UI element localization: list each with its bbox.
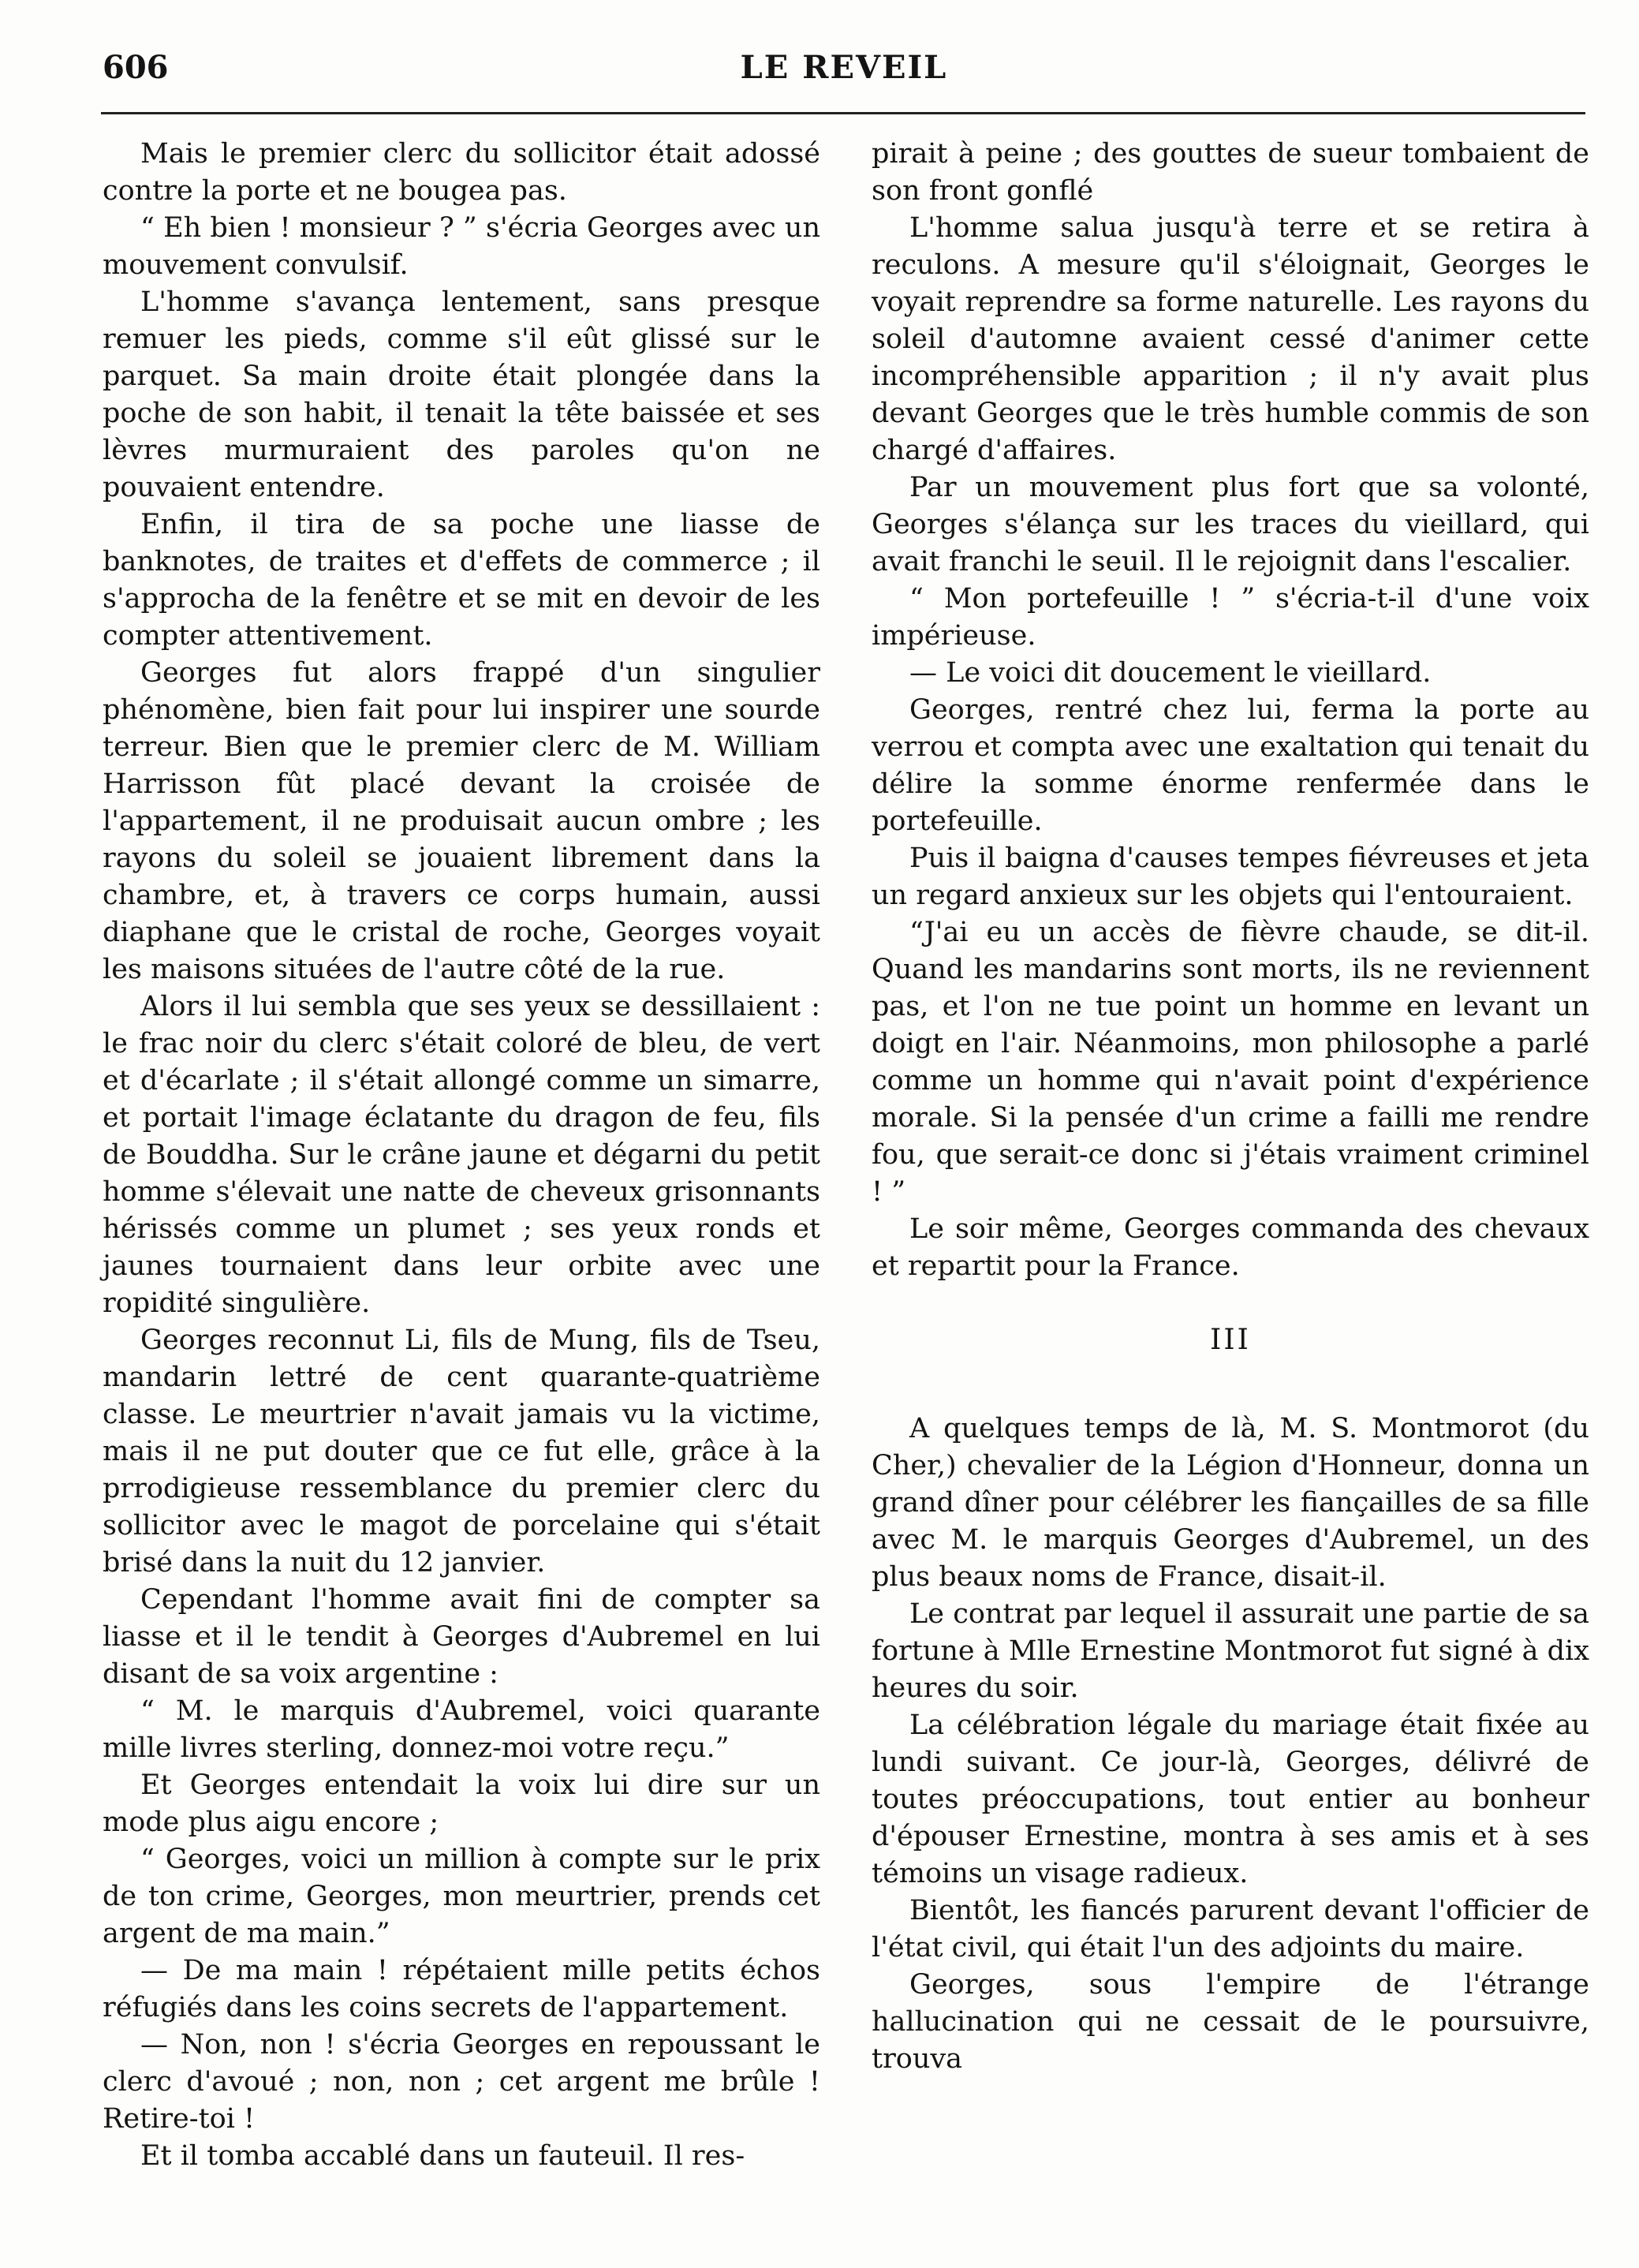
paragraph: A quelques temps de là, M. S. Montmorot (du Cher,) chevalier de la Légion d'Honneur, donna un grand dîner pour célébrer les fiançailles de sa fille avec M. le marquis Georges d'Aubremel, un des plus beaux noms de France, disait-il. [872, 1413, 1589, 1593]
paragraph: — Le voici dit doucement le vieillard. [909, 657, 1432, 689]
paragraph: Par un mouvement plus fort que sa volonté, Georges s'élança sur les traces du vieillard, qui avait franchi le seuil. Il le rejoignit dans l'escalier. [872, 472, 1589, 577]
header-rule [101, 112, 1585, 114]
paragraph: pirait à peine ; des gouttes de sueur tombaient de son front gonflé [872, 138, 1589, 207]
paragraph: La célébration légale du mariage était fixée au lundi suivant. Ce jour-là, Georges, délivré de toutes préoccupations, tout entier au bonheur d'épouser Ernestine, montra à ses amis et à ses témoins un visage radieux. [872, 1709, 1589, 1889]
paragraph: Et il tomba accablé dans un fauteuil. Il res- [140, 2140, 745, 2172]
paragraph: “ Eh bien ! monsieur ? ” s'écria Georges avec un mouvement convulsif. [103, 212, 820, 281]
paragraph: Georges reconnut Li, fils de Mung, fils de Tseu, mandarin lettré de cent quarante-quatrième classe. Le meurtrier n'avait jamais vu la victime, mais il ne put douter que ce fut elle, grâce à la prrodigieuse ressemblance du premier clerc du sollicitor avec le magot de porcelaine qui s'était brisé dans la nuit du 12 janvier. [103, 1325, 820, 1579]
paragraph: Georges, rentré chez lui, ferma la porte au verrou et compta avec une exaltation qui tenait du délire la somme énorme renfermée dans le portefeuille. [872, 694, 1589, 837]
paragraph: L'homme salua jusqu'à terre et se retira à reculons. A mesure qu'il s'éloignait, Georges le voyait reprendre sa forme naturelle. Les rayons du soleil d'automne avaient cessé d'animer cette incompréhensible apparition ; il n'y avait plus devant Georges que le très humble commis de son chargé d'affaires. [872, 212, 1589, 466]
paragraph: Alors il lui sembla que ses yeux se dessillaient : le frac noir du clerc s'était coloré de bleu, de vert et d'écarlate ; il s'était allongé comme un simarre, et portait l'image éclatante du dragon de feu, fils de Bouddha. Sur le crâne jaune et dégarni du petit homme s'élevait une natte de cheveux grisonnants hérissés comme un plumet ; ses yeux ronds et jaunes tournaient dans leur orbite avec une ropidité singulière. [103, 991, 820, 1319]
paragraph: Georges fut alors frappé d'un singulier phénomène, bien fait pour lui inspirer une sourde terreur. Bien que le premier clerc de M. William Harrisson fût placé devant la croisée de l'appartement, il ne produisait aucun ombre ; les rayons du soleil se jouaient librement dans la chambre, et, à travers ce corps humain, aussi diaphane que le cristal de roche, Georges voyait les maisons situées de l'autre côté de la rue. [103, 657, 820, 985]
section-heading: III [1210, 1324, 1251, 1356]
paragraph: Le soir même, Georges commanda des chevaux et repartit pour la France. [872, 1213, 1589, 1282]
running-title: LE REVEIL [740, 49, 948, 86]
paragraph: “ M. le marquis d'Aubremel, voici quarante mille livres sterling, donnez-moi votre reçu.” [103, 1695, 820, 1764]
paragraph: Georges, sous l'empire de l'étrange hallucination qui ne cessait de le poursuivre, trouva [872, 1969, 1589, 2075]
paragraph: “ Georges, voici un million à compte sur le prix de ton crime, Georges, mon meurtrier, prends cet argent de ma main.” [103, 1844, 820, 1949]
page-number: 606 [103, 49, 169, 86]
paragraph: — De ma main ! répétaient mille petits échos réfugiés dans les coins secrets de l'appartement. [103, 1955, 820, 2023]
paragraph: “J'ai eu un accès de fièvre chaude, se dit-il. Quand les mandarins sont morts, ils ne reviennent pas, et l'on ne tue point un homme en levant un doigt en l'air. Néanmoins, mon philosophe a parlé comme un homme qui n'avait point d'expérience morale. Si la pensée d'un crime a failli me rendre fou, que serait-ce donc si j'étais vraiment criminel ! ” [872, 917, 1589, 1208]
left-column [103, 136, 820, 2175]
paragraph: Mais le premier clerc du sollicitor était adossé contre la porte et ne bougea pas. [103, 138, 820, 207]
right-column [872, 136, 1589, 2078]
paragraph: “ Mon portefeuille ! ” s'écria-t-il d'une voix impérieuse. [872, 583, 1589, 652]
paragraph: Cependant l'homme avait fini de compter sa liasse et il le tendit à Georges d'Aubremel en lui disant de sa voix argentine : [103, 1584, 820, 1690]
paragraph: Enfin, il tira de sa poche une liasse de banknotes, de traites et d'effets de commerce ; il s'approcha de la fenêtre et se mit en devoir de les compter attentivement. [103, 509, 820, 652]
paragraph: L'homme s'avança lentement, sans presque remuer les pieds, comme s'il eût glissé sur le parquet. Sa main droite était plongée dans la poche de son habit, il tenait la tête baissée et ses lèvres murmuraient des paroles qu'on ne pouvaient entendre. [103, 286, 820, 503]
paragraph: — Non, non ! s'écria Georges en repoussant le clerc d'avoué ; non, non ; cet argent me brûle ! Retire-toi ! [103, 2029, 820, 2135]
paragraph: Bientôt, les fiancés parurent devant l'officier de l'état civil, qui était l'un des adjoints du maire. [872, 1895, 1589, 1963]
page-header [103, 49, 1585, 104]
paragraph: Le contrat par lequel il assurait une partie de sa fortune à Mlle Ernestine Montmorot fut signé à dix heures du soir. [872, 1598, 1589, 1704]
paragraph: Puis il baigna d'causes tempes fiévreuses et jeta un regard anxieux sur les objets qui l'entouraient. [872, 843, 1589, 911]
paragraph: Et Georges entendait la voix lui dire sur un mode plus aigu encore ; [103, 1769, 820, 1838]
